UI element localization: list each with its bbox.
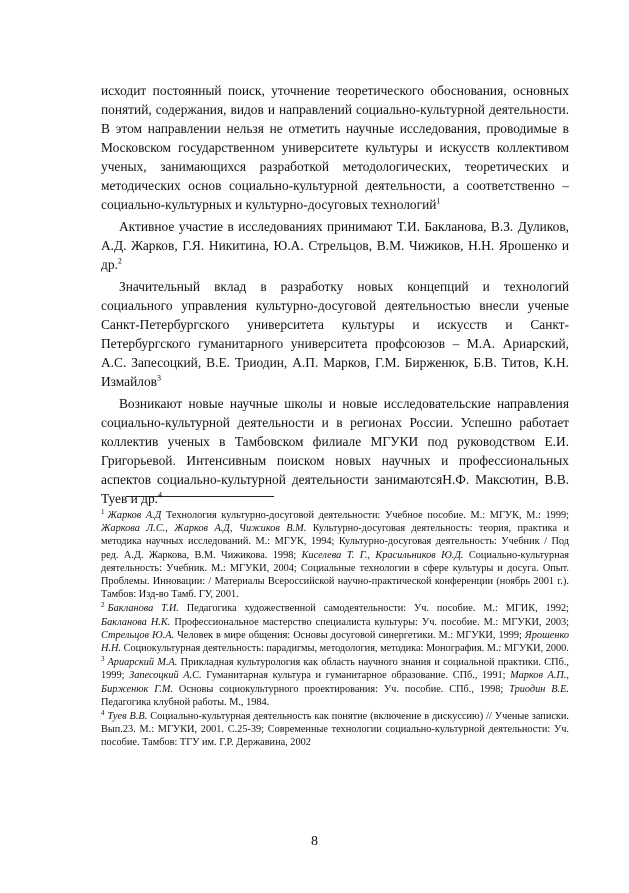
footnote-ref: 3 — [156, 373, 161, 383]
footnote-text: Основы социокультурного проектирования: Уч. пособие. СПб., 1998; — [173, 683, 510, 695]
paragraph-text: исходит постоянный поиск, уточнение теоретического обоснования, основных понятий, содержания, видов и направлений социально-культурной деятельности. В этом направлении нельзя не отметить научные исследования, проводимые в Московском государственном университете культуры и искусств коллективом ученых, занимающихся разработкой методологических, теоретических и методических основ социально-культурной деятельности, а соответственно – социально-культурных и культурно-досуговых технологий — [101, 83, 569, 212]
footnote — [101, 710, 569, 750]
footnote-text: Социально-культурная деятельность: Учебник. М.: МГУКИ, 2004; Социальные технологии в сфере культуры и досуга. Опыт. Проблемы. Инновации: / Материалы Всероссийской научно-практической конференции (ноябрь 2001 г.). Тамбов: Изд-во Тамб. ГУ, 2001. — [101, 549, 570, 601]
body-text — [101, 81, 569, 511]
footnote-author: Бакланова Н.К. — [101, 616, 171, 628]
footnote — [101, 602, 569, 655]
footnote-number: 3 — [101, 654, 105, 663]
footnote-author: Киселева Т. Г., Красильников Ю.Д. — [301, 549, 464, 561]
footnote-author: Ариарский М.А. — [107, 657, 178, 669]
footnotes — [101, 509, 569, 751]
page-number: 8 — [311, 834, 318, 849]
footnote-number: 4 — [101, 708, 105, 717]
footnote-text: Социально-культурная деятельность как понятие (включение в дискуссию) // Ученые записки. Вып.23. М.: МГУКИ, 2001. С.25-39; Современные технологии социально-культурной деятельности: Уч. пособие. Тамбов: ТГУ им. Г.Р. Державина, 2002 — [101, 711, 569, 749]
footnote-number: 2 — [101, 601, 105, 609]
footnote-ref: 2 — [117, 256, 122, 266]
footnote-author: Марков А.П., Бирженюк Г.М. — [101, 670, 570, 695]
footnote-text: Профессиональное мастерство специалиста культуры: Уч. пособие. М.: МГУКИ, 2003; — [170, 616, 570, 628]
footnote-author: Стрельцов Ю.А. — [101, 629, 175, 641]
footnote-author: Запесоцкий А.С. — [129, 670, 202, 682]
footnote-author: Жарков А.Д — [107, 510, 162, 521]
footnote-text: Культурно-досуговая деятельность: теория, практика и методика научных исследований. М.: МГУК, 1994; Культурно-досуговая деятельность: Учебник / Под ред. А.Д. Жаркова, В.М. Чижикова. 1998; — [101, 523, 569, 561]
paragraph-4 — [101, 394, 569, 508]
footnote-separator — [126, 496, 274, 497]
footnote-text: Прикладная культурология как область научного знания и социальной практики. СПб., 1999; — [101, 657, 569, 682]
footnote-text: Педагогика клубной работы. М., 1984. — [101, 696, 270, 708]
footnote — [101, 509, 569, 601]
footnote-author: Триодин В.Е. — [509, 683, 569, 695]
footnote-ref: 1 — [436, 196, 441, 206]
paragraph-1 — [101, 81, 569, 214]
footnote-text: Человек в мире общения: Основы досуговой синергетики. М.: МГУКИ, 1999; — [174, 629, 525, 641]
footnote-text: Социокультурная деятельность: парадигмы, методология, методика: Монография. М.: МГУКИ, 2000. — [121, 643, 569, 655]
footnote-author: Ярошенко Н.Н. — [101, 629, 570, 655]
paragraph-text: Значительный вклад в разработку новых концепций и технологий социального управления культурно-досуговой деятельностью внесли ученые Санкт-Петербургского университета культуры и искусств и Санкт-Петербургского гуманитарного университета профсоюзов – М.А. Ариарский, А.С. Запесоцкий, В.Е. Триодин, А.П. Марков, Г.М. Бирженюк, Б.В. Титов, К.Н. Измайлов — [101, 279, 569, 389]
footnote-author: Туев В.В. — [107, 711, 148, 723]
paragraph-3 — [101, 277, 569, 391]
footnote-text: Гуманитарная культура и гуманитарное образование. СПб., 1991; — [201, 670, 511, 682]
footnote-number: 1 — [101, 507, 105, 516]
paragraph-2 — [101, 217, 569, 274]
footnote-ref: 4 — [158, 490, 163, 500]
paragraph-text: Активное участие в исследованиях принимают Т.И. Бакланова, В.З. Дуликов, А.Д. Жарков, Г.Я. Никитина, Ю.А. Стрельцов, В.М. Чижиков, Н.Н. Ярошенко и др. — [101, 219, 569, 272]
footnote-text: Технология культурно-досуговой деятельности: Учебное пособие. М.: МГУК, М.: 1999; — [161, 510, 569, 521]
paragraph-text: Возникают новые научные школы и новые исследовательские направления социально-культурной деятельности и в регионах России. Успешно работает коллектив ученых в Тамбовском филиале МГУКИ под руководством Е.И. Григорьевой. Интенсивным поиском новых научных и профессиональных аспектов социально-культурной деятельности занимаютсяН.Ф. Максютин, В.В. Туев и др. — [101, 396, 569, 506]
footnote-author: Бакланова Т.И. — [107, 603, 179, 615]
footnote-text: Педагогика художественной самодеятельности: Уч. пособие. М.: МГИК, 1992; — [178, 603, 569, 615]
footnote — [101, 656, 569, 709]
footnote-author: Жаркова Л.С., Жарков А.Д, Чижиков В.М. — [101, 523, 307, 535]
